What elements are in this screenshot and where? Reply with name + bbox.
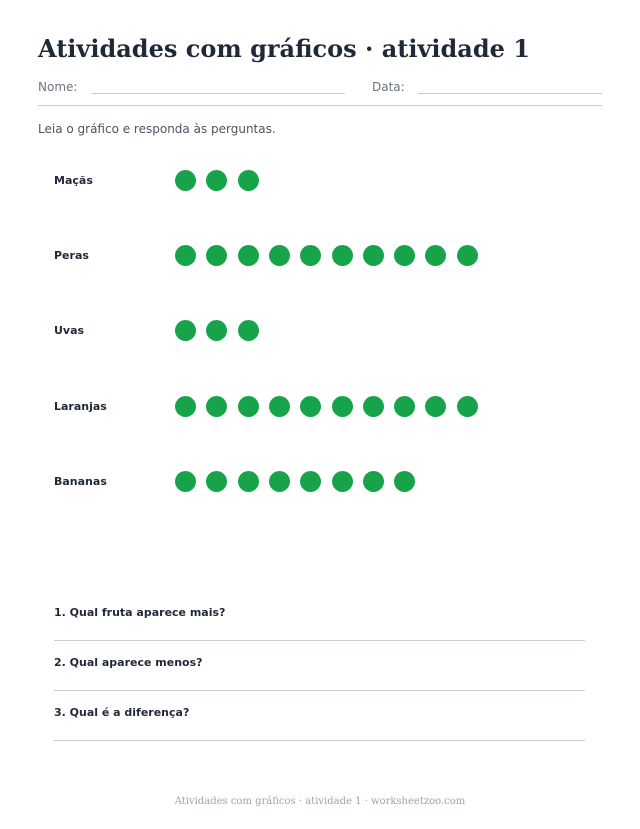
chart-dot bbox=[175, 320, 196, 341]
page-title: Atividades com gráficos · atividade 1 bbox=[38, 34, 530, 63]
answer-line-3[interactable] bbox=[54, 740, 585, 741]
chart-dot bbox=[175, 396, 196, 417]
name-field[interactable] bbox=[92, 93, 345, 94]
chart-dot bbox=[425, 245, 446, 266]
footer: Atividades com gráficos · atividade 1 · worksheetzoo.com bbox=[174, 796, 466, 807]
chart-dot bbox=[238, 245, 259, 266]
chart-dot bbox=[206, 245, 227, 266]
chart-dot bbox=[394, 396, 415, 417]
chart-dot bbox=[206, 396, 227, 417]
chart-dot bbox=[332, 471, 353, 492]
name-label: Nome: bbox=[38, 80, 78, 94]
question-1: 1. Qual fruta aparece mais? bbox=[54, 606, 226, 619]
chart-dot bbox=[206, 471, 227, 492]
row-label: Maçãs bbox=[54, 174, 93, 187]
chart-dot bbox=[394, 245, 415, 266]
chart-dot bbox=[175, 471, 196, 492]
chart-dot bbox=[332, 245, 353, 266]
chart-dot bbox=[269, 245, 290, 266]
date-label: Data: bbox=[372, 80, 405, 94]
date-field[interactable] bbox=[418, 93, 602, 94]
chart-dot bbox=[175, 170, 196, 191]
answer-line-1[interactable] bbox=[54, 640, 585, 641]
chart-row-macas bbox=[54, 170, 614, 192]
chart-dot bbox=[269, 396, 290, 417]
chart-dot bbox=[238, 320, 259, 341]
chart-dot bbox=[238, 471, 259, 492]
row-label: Uvas bbox=[54, 324, 85, 337]
chart-dot bbox=[206, 320, 227, 341]
question-3: 3. Qual é a diferença? bbox=[54, 706, 190, 719]
chart-row-laranjas bbox=[54, 396, 614, 418]
chart-dot bbox=[300, 245, 321, 266]
question-2: 2. Qual aparece menos? bbox=[54, 656, 203, 669]
chart-dot bbox=[300, 396, 321, 417]
chart-dot bbox=[269, 471, 290, 492]
chart-dot bbox=[363, 471, 384, 492]
row-label: Peras bbox=[54, 249, 89, 262]
chart-dot bbox=[238, 170, 259, 191]
chart-row-peras bbox=[54, 245, 614, 267]
row-label: Bananas bbox=[54, 475, 107, 488]
chart-row-uvas bbox=[54, 320, 614, 342]
answer-line-2[interactable] bbox=[54, 690, 585, 691]
chart-dot bbox=[363, 396, 384, 417]
chart-dot bbox=[175, 245, 196, 266]
header-divider bbox=[38, 105, 602, 106]
chart-dot bbox=[457, 245, 478, 266]
chart-dot bbox=[206, 170, 227, 191]
chart-dot bbox=[457, 396, 478, 417]
chart-dot bbox=[238, 396, 259, 417]
row-label: Laranjas bbox=[54, 400, 107, 413]
chart-dot bbox=[332, 396, 353, 417]
chart-row-bananas bbox=[54, 471, 614, 493]
chart-dot bbox=[363, 245, 384, 266]
chart-dot bbox=[425, 396, 446, 417]
chart-dot bbox=[300, 471, 321, 492]
chart-dot bbox=[394, 471, 415, 492]
instructions: Leia o gráfico e responda às perguntas. bbox=[38, 122, 276, 136]
